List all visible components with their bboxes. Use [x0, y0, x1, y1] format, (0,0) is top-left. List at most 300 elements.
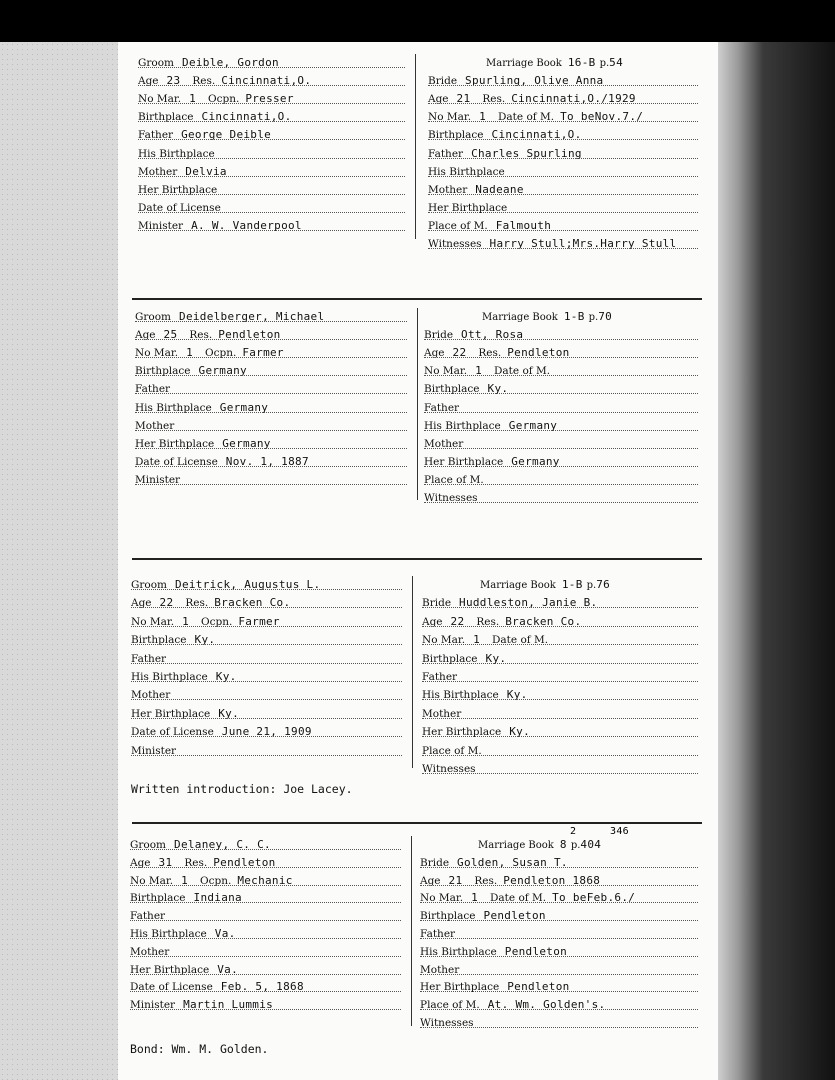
groom-his-birthplace [135, 401, 407, 415]
marriage-book-line [428, 56, 698, 70]
scanner-top-border [0, 0, 835, 42]
groom-his-birthplace-dotted-line [131, 670, 402, 682]
bride-b-age-dotted-line [420, 874, 698, 886]
bride-b-mother [424, 437, 698, 451]
bride-b-his-birthplace-dotted-line [422, 688, 698, 700]
bride-place-of-m-label: Place of M. [422, 745, 482, 757]
bride-b-birthplace [420, 909, 698, 923]
groom-date-of-license-label: Date of License [135, 456, 218, 468]
groom-birthplace-value: Germany [198, 364, 247, 377]
bride-witnesses-dotted-line [422, 762, 698, 774]
column-divider [417, 308, 418, 500]
bride-b-no-mar-value: 1 [479, 110, 486, 123]
groom-age [135, 328, 407, 342]
groom-birthplace [138, 110, 405, 124]
groom-age-label: Age [130, 857, 151, 869]
groom-groom-label: Groom [131, 579, 168, 591]
bride-b-birthplace-value: Cincinnati,O. [491, 128, 582, 141]
bride-place-of-m [428, 219, 698, 233]
groom-birthplace-dotted-line [130, 891, 401, 903]
bride-b-age-extra-label: Res. [476, 616, 500, 628]
bride-b-birthplace-dotted-line [424, 382, 698, 394]
scan-right-margin [718, 42, 835, 1080]
bride-b-no-mar-value: 1 [475, 364, 482, 377]
page-value: 76 [596, 578, 611, 591]
groom-age-value: 25 [163, 328, 178, 341]
bride-b-no-mar-extra-label: Date of M. [492, 634, 549, 646]
groom-his-birthplace-value: Ky. [215, 670, 237, 683]
bride-place-of-m-dotted-line [424, 473, 698, 485]
groom-date-of-license-dotted-line [138, 201, 405, 213]
groom-groom [131, 578, 402, 592]
groom-age-dotted-line [135, 328, 407, 340]
groom-her-birthplace-dotted-line [130, 963, 401, 975]
groom-age-extra-value: Pendleton [218, 328, 281, 341]
bride-b-his-birthplace [420, 945, 698, 959]
bride-b-father [420, 927, 698, 941]
groom-his-birthplace-label: His Birthplace [130, 928, 207, 940]
groom-groom-dotted-line [138, 56, 405, 68]
groom-age-label: Age [135, 329, 156, 341]
groom-his-birthplace-label: His Birthplace [135, 402, 212, 414]
groom-her-birthplace-value: Ky. [218, 707, 240, 720]
groom-minister-value: Martin Lummis [183, 998, 274, 1011]
groom-mother-label: Mother [130, 946, 170, 958]
groom-mother-dotted-line [130, 945, 401, 957]
page-value: 404 [580, 838, 602, 851]
groom-minister-label: Minister [135, 474, 181, 486]
bride-b-birthplace [422, 652, 698, 666]
groom-father [130, 909, 401, 923]
groom-no-mar-extra-label: Ocpn. [205, 347, 237, 359]
groom-birthplace-label: Birthplace [131, 634, 187, 646]
groom-no-mar [135, 346, 407, 360]
groom-birthplace-dotted-line [135, 364, 407, 376]
groom-date-of-license-label: Date of License [138, 202, 221, 214]
groom-date-of-license-dotted-line [130, 980, 401, 992]
bride-bride-label: Bride [420, 857, 450, 869]
section-divider-rule [132, 298, 702, 300]
page-label: p. [570, 840, 581, 851]
groom-age [138, 74, 405, 88]
groom-no-mar-label: No Mar. [138, 93, 182, 105]
page-label: p. [599, 58, 610, 69]
bride-b-her-birthplace-value: Germany [511, 455, 560, 468]
bride-b-age-extra-value: Pendleton [507, 346, 570, 359]
page-overwrite: 346 [610, 826, 629, 837]
groom-groom-dotted-line [130, 838, 401, 850]
bride-b-age-label: Age [422, 616, 443, 628]
groom-father [131, 652, 402, 666]
marriage-book-line [424, 310, 698, 324]
bride-b-her-birthplace-label: Her Birthplace [424, 456, 504, 468]
bride-b-mother-label: Mother [424, 438, 464, 450]
groom-groom [135, 310, 407, 324]
groom-birthplace-label: Birthplace [138, 111, 194, 123]
groom-no-mar-extra-value: Presser [245, 92, 294, 105]
groom-age-dotted-line [130, 856, 401, 868]
section-divider-rule [132, 822, 702, 824]
bride-b-age-value: 22 [450, 615, 465, 628]
marriage-book-value: 1-B [563, 310, 585, 323]
bride-witnesses [424, 491, 698, 505]
bride-bride [424, 328, 698, 342]
bride-place-of-m-label: Place of M. [420, 999, 480, 1011]
groom-mother-dotted-line [135, 419, 407, 431]
groom-birthplace-value: Indiana [193, 891, 242, 904]
marriage-record-1 [118, 56, 718, 296]
groom-groom [130, 838, 401, 852]
bride-b-her-birthplace-value: Pendleton [507, 980, 570, 993]
bride-b-his-birthplace-label: His Birthplace [424, 420, 501, 432]
groom-birthplace [131, 633, 402, 647]
bride-b-his-birthplace [424, 419, 698, 433]
bride-b-age-extra-label: Res. [478, 347, 502, 359]
bride-b-mother-dotted-line [422, 707, 698, 719]
bride-b-birthplace-dotted-line [420, 909, 698, 921]
bride-b-age [428, 92, 698, 106]
marriage-book-value: 16-B [567, 56, 596, 69]
bride-b-age-extra-value: Bracken Co. [505, 615, 582, 628]
groom-minister-dotted-line [130, 998, 401, 1010]
bride-b-no-mar-extra-label: Date of M. [490, 892, 547, 904]
groom-no-mar-dotted-line [138, 92, 405, 104]
bride-b-birthplace [428, 128, 698, 142]
column-divider [411, 836, 412, 1026]
groom-no-mar-label: No Mar. [131, 616, 175, 628]
bride-b-father [428, 147, 698, 161]
groom-her-birthplace-value: Va. [217, 963, 239, 976]
groom-age-extra-label: Res. [192, 75, 216, 87]
bride-b-her-birthplace [428, 201, 698, 215]
groom-date-of-license-dotted-line [135, 455, 407, 467]
bride-b-no-mar [422, 633, 698, 647]
bride-b-his-birthplace [428, 165, 698, 179]
groom-her-birthplace [131, 707, 402, 721]
bride-b-father-label: Father [420, 928, 456, 940]
groom-minister [130, 998, 401, 1012]
bride-b-father-dotted-line [424, 401, 698, 413]
bride-b-mother-label: Mother [420, 964, 460, 976]
document-page [118, 42, 718, 1080]
scan-left-margin [0, 42, 118, 1080]
groom-father [138, 128, 405, 142]
groom-her-birthplace-label: Her Birthplace [131, 708, 211, 720]
bride-place-of-m-label: Place of M. [428, 220, 488, 232]
groom-birthplace-label: Birthplace [135, 365, 191, 377]
groom-father-dotted-line [131, 652, 402, 664]
groom-groom-value: Deidelberger, Michael [179, 310, 325, 323]
groom-birthplace-dotted-line [138, 110, 405, 122]
marriage-book-label: Marriage Book [478, 840, 554, 851]
page-value: 70 [598, 310, 613, 323]
bride-bride [422, 596, 698, 610]
bride-b-his-birthplace-value: Ky. [506, 688, 528, 701]
bride-b-no-mar-extra-value: To beFeb.6./ [552, 891, 636, 904]
bride-place-of-m [424, 473, 698, 487]
bride-b-no-mar [424, 364, 698, 378]
groom-his-birthplace-dotted-line [135, 401, 407, 413]
bride-bride-value: Spurling, Olive Anna [465, 74, 604, 87]
bride-place-of-m-value: Falmouth [495, 219, 552, 232]
groom-date-of-license-value: June 21, 1909 [221, 725, 312, 738]
groom-father [135, 382, 407, 396]
groom-groom-dotted-line [135, 310, 407, 322]
bride-bride-dotted-line [420, 856, 698, 868]
bride-b-no-mar [428, 110, 698, 124]
groom-mother-value: Delvia [185, 165, 227, 178]
groom-date-of-license-value: Nov. 1, 1887 [225, 455, 309, 468]
bride-b-no-mar-label: No Mar. [424, 365, 468, 377]
groom-her-birthplace [138, 183, 405, 197]
groom-date-of-license-value: Feb. 5, 1868 [220, 980, 304, 993]
groom-age-value: 31 [158, 856, 173, 869]
groom-mother-label: Mother [131, 689, 171, 701]
bride-b-father-label: Father [422, 671, 458, 683]
groom-her-birthplace-value: Germany [222, 437, 271, 450]
bride-b-birthplace-label: Birthplace [424, 383, 480, 395]
bride-b-mother [422, 707, 698, 721]
groom-birthplace-value: Ky. [194, 633, 216, 646]
groom-father-dotted-line [135, 382, 407, 394]
marriage-book-label: Marriage Book [486, 58, 562, 69]
bride-b-father-dotted-line [422, 670, 698, 682]
groom-groom-label: Groom [138, 57, 175, 69]
groom-minister-dotted-line [138, 219, 405, 231]
bride-b-mother-label: Mother [422, 708, 462, 720]
groom-minister-label: Minister [130, 999, 176, 1011]
bride-b-his-birthplace-value: Germany [508, 419, 558, 432]
groom-father-value: George Deible [181, 128, 272, 141]
bride-b-birthplace-value: Pendleton [483, 909, 546, 922]
groom-date-of-license-dotted-line [131, 725, 402, 737]
groom-age-extra-value: Cincinnati,O. [221, 74, 312, 87]
groom-groom-value: Delaney, C. C. [174, 838, 271, 851]
bride-b-his-birthplace [422, 688, 698, 702]
groom-no-mar-value: 1 [189, 92, 196, 105]
bride-b-birthplace-label: Birthplace [422, 653, 478, 665]
groom-her-birthplace-dotted-line [138, 183, 405, 195]
bride-b-his-birthplace-dotted-line [420, 945, 698, 957]
groom-age [131, 596, 402, 610]
bride-witnesses [420, 1016, 698, 1030]
groom-age [130, 856, 401, 870]
record-note: Bond: Wm. M. Golden. [130, 1042, 269, 1056]
groom-date-of-license [135, 455, 407, 469]
groom-age-extra-value: Bracken Co. [214, 596, 291, 609]
groom-date-of-license [131, 725, 402, 739]
groom-her-birthplace [135, 437, 407, 451]
marriage-record-3 [118, 578, 718, 818]
bride-b-mother [420, 963, 698, 977]
bride-bride-label: Bride [424, 329, 454, 341]
groom-his-birthplace [130, 927, 401, 941]
groom-father-label: Father [135, 383, 171, 395]
bride-b-no-mar-label: No Mar. [428, 111, 472, 123]
groom-his-birthplace-dotted-line [130, 927, 401, 939]
groom-age-extra-value: Pendleton [213, 856, 276, 869]
bride-b-his-birthplace-label: His Birthplace [420, 946, 497, 958]
groom-mother [130, 945, 401, 959]
groom-his-birthplace-value: Germany [219, 401, 269, 414]
page-value: 54 [609, 56, 624, 69]
groom-minister [138, 219, 405, 233]
groom-groom [138, 56, 405, 70]
bride-b-her-birthplace [420, 980, 698, 994]
groom-minister-dotted-line [135, 473, 407, 485]
groom-date-of-license [138, 201, 405, 215]
bride-b-no-mar-extra-value: To beNov.7./ [560, 110, 644, 123]
groom-his-birthplace-label: His Birthplace [138, 148, 215, 160]
groom-age-value: 23 [166, 74, 181, 87]
groom-his-birthplace-label: His Birthplace [131, 671, 208, 683]
groom-his-birthplace [131, 670, 402, 684]
bride-b-mother-dotted-line [428, 183, 698, 195]
bride-b-no-mar [420, 891, 698, 905]
groom-no-mar-dotted-line [135, 346, 407, 358]
groom-her-birthplace-label: Her Birthplace [130, 964, 210, 976]
bride-b-age-extra-label: Res. [474, 875, 498, 887]
groom-minister [131, 744, 402, 758]
bride-b-her-birthplace [422, 725, 698, 739]
groom-groom-label: Groom [130, 839, 167, 851]
bride-place-of-m [422, 744, 698, 758]
groom-groom-value: Deible, Gordon [182, 56, 279, 69]
marriage-record-4 [118, 826, 718, 1078]
groom-no-mar-label: No Mar. [130, 875, 174, 887]
groom-her-birthplace-label: Her Birthplace [138, 184, 218, 196]
bride-b-her-birthplace-value: Ky. [509, 725, 531, 738]
bride-b-birthplace-dotted-line [422, 652, 698, 664]
bride-b-age-extra-label: Res. [482, 93, 506, 105]
groom-no-mar [131, 615, 402, 629]
bride-b-father-label: Father [428, 148, 464, 160]
marriage-book-label: Marriage Book [482, 312, 558, 323]
bride-b-her-birthplace-dotted-line [424, 455, 698, 467]
groom-birthplace [130, 891, 401, 905]
bride-b-her-birthplace-label: Her Birthplace [420, 981, 500, 993]
bride-place-of-m-label: Place of M. [424, 474, 484, 486]
bride-b-age-extra-value: Pendleton 1868 [503, 874, 601, 887]
groom-her-birthplace-label: Her Birthplace [135, 438, 215, 450]
groom-mother [138, 165, 405, 179]
groom-age-extra-label: Res. [185, 597, 209, 609]
bride-witnesses-label: Witnesses [420, 1017, 474, 1029]
groom-groom-value: Deitrick, Augustus L. [175, 578, 321, 591]
groom-mother-dotted-line [138, 165, 405, 177]
bride-b-mother [428, 183, 698, 197]
groom-age-dotted-line [138, 74, 405, 86]
groom-her-birthplace [130, 963, 401, 977]
groom-no-mar-value: 1 [181, 874, 188, 887]
bride-witnesses-dotted-line [424, 491, 698, 503]
bride-b-age-value: 22 [452, 346, 467, 359]
bride-b-birthplace-value: Ky. [485, 652, 507, 665]
page-label: p. [588, 312, 599, 323]
bride-b-father [422, 670, 698, 684]
bride-witnesses [428, 237, 698, 251]
bride-witnesses-dotted-line [420, 1016, 698, 1028]
bride-place-of-m-dotted-line [428, 219, 698, 231]
bride-b-his-birthplace-dotted-line [428, 165, 698, 177]
groom-birthplace [135, 364, 407, 378]
bride-b-no-mar-value: 1 [473, 633, 480, 646]
bride-b-age-extra-value: Cincinnati,O./1929 [511, 92, 636, 105]
groom-father-label: Father [130, 910, 166, 922]
groom-birthplace-value: Cincinnati,O. [201, 110, 292, 123]
bride-b-father [424, 401, 698, 415]
groom-age-extra-label: Res. [189, 329, 213, 341]
groom-minister-label: Minister [138, 220, 184, 232]
column-divider [412, 576, 413, 768]
bride-place-of-m [420, 998, 698, 1012]
groom-groom-dotted-line [131, 578, 402, 590]
section-divider-rule [132, 558, 702, 560]
bride-b-age-dotted-line [424, 346, 698, 358]
groom-no-mar [130, 874, 401, 888]
groom-no-mar-extra-label: Ocpn. [208, 93, 240, 105]
marriage-record-2 [118, 310, 718, 550]
bride-b-her-birthplace-dotted-line [428, 201, 698, 213]
bride-bride-value: Golden, Susan T. [457, 856, 568, 869]
bride-b-no-mar-value: 1 [471, 891, 478, 904]
bride-b-age-label: Age [424, 347, 445, 359]
bride-b-age [420, 874, 698, 888]
bride-place-of-m-value: At. Wm. Golden's. [487, 998, 606, 1011]
groom-no-mar-value: 1 [182, 615, 189, 628]
groom-minister [135, 473, 407, 487]
bride-b-no-mar-dotted-line [420, 891, 698, 903]
bride-b-age [422, 615, 698, 629]
groom-father-label: Father [138, 129, 174, 141]
groom-mother-label: Mother [135, 420, 175, 432]
bride-b-his-birthplace-label: His Birthplace [422, 689, 499, 701]
bride-b-age-dotted-line [422, 615, 698, 627]
groom-no-mar-extra-value: Farmer [242, 346, 284, 359]
bride-bride-value: Huddleston, Janie B. [459, 596, 598, 609]
bride-witnesses-label: Witnesses [424, 492, 478, 504]
bride-b-age-value: 21 [448, 874, 463, 887]
groom-date-of-license [130, 980, 401, 994]
bride-bride-label: Bride [422, 597, 452, 609]
bride-b-birthplace-value: Ky. [487, 382, 509, 395]
groom-date-of-license-label: Date of License [130, 981, 213, 993]
groom-age-extra-label: Res. [184, 857, 208, 869]
bride-witnesses [422, 762, 698, 776]
bride-b-age [424, 346, 698, 360]
bride-b-age-label: Age [420, 875, 441, 887]
groom-mother [131, 688, 402, 702]
groom-date-of-license-label: Date of License [131, 726, 214, 738]
bride-b-father-dotted-line [428, 147, 698, 159]
groom-age-label: Age [138, 75, 159, 87]
groom-father-dotted-line [130, 909, 401, 921]
groom-birthplace-label: Birthplace [130, 892, 186, 904]
bride-place-of-m-dotted-line [420, 998, 698, 1010]
marriage-book-label: Marriage Book [480, 580, 556, 591]
bride-bride [428, 74, 698, 88]
groom-his-birthplace-value: Va. [214, 927, 236, 940]
bride-b-his-birthplace-label: His Birthplace [428, 166, 505, 178]
bride-bride-value: Ott, Rosa [461, 328, 524, 341]
bride-b-his-birthplace-value: Pendleton [504, 945, 568, 958]
groom-groom-label: Groom [135, 311, 172, 323]
bride-b-age-label: Age [428, 93, 449, 105]
marriage-book-line [422, 578, 698, 592]
bride-b-birthplace-label: Birthplace [420, 910, 476, 922]
groom-no-mar-value: 1 [186, 346, 193, 359]
groom-no-mar-extra-value: Mechanic [237, 874, 293, 887]
